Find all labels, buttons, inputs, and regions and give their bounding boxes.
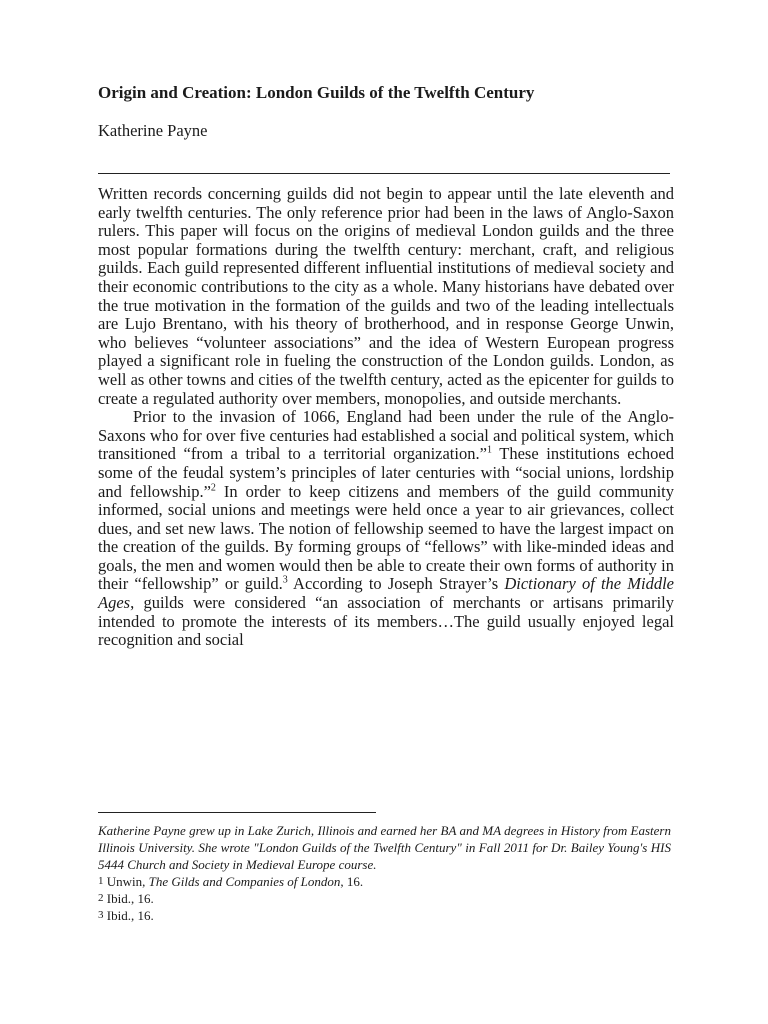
footnote-page: , 16. [340, 874, 364, 889]
footnote-number: 1 [98, 875, 104, 887]
paragraph-1: Written records concerning guilds did not begin to appear until the late eleventh and early twelfth centuries. The only reference prior had been in the laws of Anglo-Saxon rulers. This paper will focus on the origins of medieval London guilds and the three most popular formations during the twelfth century: merchant, craft, and religious guilds. Each guild represented different influential institutions of medieval society and their economic contributions to the city as a whole. Many historians have debated over the true motivation in the formation of the guilds and two of the leading intellectuals are Lujo Brentano, with his theory of brotherhood, and in response George Unwin, who believes “volunteer associations” and the idea of Western European progress played a significant role in fueling the construction of the London guilds. London, as well as other towns and cities of the twelfth century, acted as the epicenter for guilds to create a regulated authority over members, monopolies, and outside merchants. [98, 184, 674, 408]
footnote-number: 3 [98, 909, 104, 921]
paragraph-2-text-c: In order to keep citizens and members of the guild community informed, social unions and meetings were held once a year to air grievances, collect dues, and set new laws. The notion of fellowship seemed to have the largest impact on the creation of the guilds. By forming groups of “fellows” with like-minded ideas and goals, the men and women would then be able to create their own forms of authority in their “fellowship” or guild. [98, 481, 674, 594]
footnote-1 [98, 873, 671, 890]
footnote-3 [98, 907, 671, 924]
footnote-source-title: The Gilds and Companies of London [148, 874, 341, 889]
footnote-text: Ibid., 16. [103, 891, 154, 906]
author-name: Katherine Payne [98, 121, 208, 140]
paragraph-2-text-d: According to Joseph Strayer’s [287, 574, 505, 594]
footnote-divider [98, 812, 376, 813]
footnote-ref-3: 3 [282, 574, 288, 586]
footnote-ref-2: 2 [210, 482, 216, 493]
footnotes [98, 822, 671, 924]
footnote-number: 2 [98, 892, 104, 904]
book-title-italic: Dictionary of the Middle Ages [98, 574, 674, 613]
footnote-text: Ibid., 16. [103, 908, 154, 923]
body-text [98, 185, 674, 650]
paragraph-2 [98, 408, 674, 650]
footnote-2 [98, 890, 671, 907]
paragraph-2-text-e: , guilds were considered “an association of merchants or artisans primarily intended to promote the interests of its members…The guild usually enjoyed legal recognition and social [98, 593, 674, 650]
footnote-ref-1: 1 [486, 444, 492, 456]
paragraph-2-text-b: These institutions echoed some of the feudal system’s principles of later centuries with “social unions, lordship and fellowship.” [98, 444, 674, 501]
author-bio-footnote: Katherine Payne grew up in Lake Zurich, Illinois and earned her BA and MA degrees in History from Eastern Illinois University. She wrote "London Guilds of the Twelfth Century" in Fall 2011 for Dr. Bailey Young's HIS 5444 Church and Society in Medieval Europe course. [98, 823, 671, 872]
paragraph-2-text-a: Prior to the invasion of 1066, England had been under the rule of the Anglo-Saxons who for over five centuries had established a social and political system, which transitioned “from a tribal to a territorial organization.” [98, 407, 674, 464]
footnote-text: Unwin, [103, 874, 149, 889]
title-divider [98, 173, 670, 174]
paper-title: Origin and Creation: London Guilds of the Twelfth Century [98, 83, 535, 102]
